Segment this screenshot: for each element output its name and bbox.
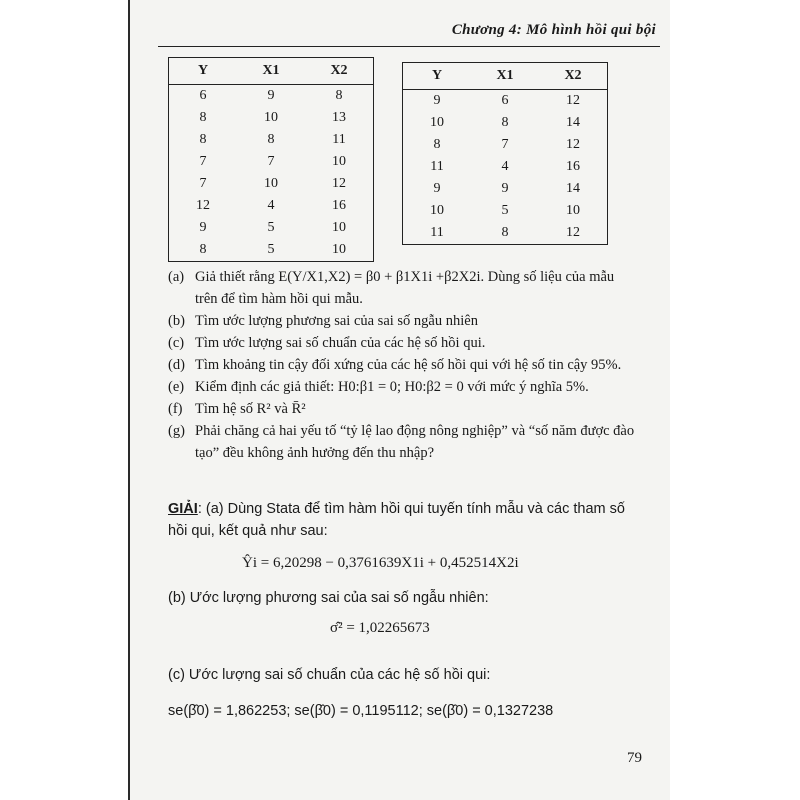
table-cell: 12 xyxy=(566,93,580,108)
table-row xyxy=(403,134,608,156)
table-cell: 5 xyxy=(267,220,275,235)
table-row xyxy=(169,151,374,173)
question-item xyxy=(168,376,638,398)
question-label: (a) xyxy=(168,269,185,285)
part-c-text: (c) Ước lượng sai số chuẩn của các hệ số hồi qui: xyxy=(168,667,491,683)
table-row xyxy=(169,107,374,129)
table-cell: 8 xyxy=(199,132,207,147)
table-cell: 9 xyxy=(267,88,275,103)
table-row xyxy=(169,239,374,262)
table1-header-y: Y xyxy=(169,58,238,85)
regression-equation: Ŷi = 6,20298 − 0,3761639X1i + 0,452514X2i xyxy=(242,555,519,571)
question-text: Tìm khoảng tin cậy đối xứng của các hệ số hồi qui với hệ số tin cậy 95%. xyxy=(195,357,622,373)
table-cell: 7 xyxy=(501,137,509,152)
table-cell: 8 xyxy=(433,137,441,152)
table-row xyxy=(403,156,608,178)
table-cell: 9 xyxy=(433,181,441,196)
solution-label: GIẢI xyxy=(168,501,198,517)
table-cell: 10 xyxy=(264,176,278,191)
solution-intro-text: : (a) Dùng Stata để tìm hàm hồi qui tuyến tính mẫu và các tham số hồi qui, kết quả như sau: xyxy=(168,501,625,539)
table-cell: 4 xyxy=(501,159,509,174)
table-cell: 12 xyxy=(566,225,580,240)
table2-header-x2: X2 xyxy=(539,63,608,90)
question-label: (f) xyxy=(168,401,183,417)
table-cell: 6 xyxy=(501,93,509,108)
question-label: (e) xyxy=(168,379,185,395)
data-table-2 xyxy=(402,62,608,245)
table-cell: 8 xyxy=(501,225,509,240)
table-cell: 10 xyxy=(430,203,444,218)
table-cell: 10 xyxy=(332,154,346,169)
table-cell: 6 xyxy=(199,88,207,103)
table-cell: 8 xyxy=(501,115,509,130)
table-cell: 8 xyxy=(335,88,343,103)
question-text: Giả thiết rằng E(Y/X1,X2) = β0 + β1X1i +β2X2i. Dùng số liệu của mẫu trên để tìm hàm hồi qui mẫu. xyxy=(195,269,615,307)
table-cell: 16 xyxy=(566,159,580,174)
table-cell: 10 xyxy=(430,115,444,130)
table-cell: 9 xyxy=(433,93,441,108)
question-item xyxy=(168,354,638,376)
question-item xyxy=(168,332,638,354)
table-row xyxy=(169,217,374,239)
page-number: 79 xyxy=(627,750,642,766)
question-item xyxy=(168,398,638,420)
table-cell: 7 xyxy=(267,154,275,169)
table-cell: 9 xyxy=(199,220,207,235)
book-page xyxy=(128,0,670,800)
table-cell: 10 xyxy=(264,110,278,125)
question-text: Kiểm định các giả thiết: H0:β1 = 0; H0:β2 = 0 với mức ý nghĩa 5%. xyxy=(195,379,589,395)
part-b-text: (b) Ước lượng phương sai của sai số ngẫu nhiên: xyxy=(168,590,489,606)
table2-header-y: Y xyxy=(403,63,472,90)
table-row xyxy=(403,178,608,200)
table-cell: 10 xyxy=(566,203,580,218)
question-text: Tìm ước lượng sai số chuẩn của các hệ số hồi qui. xyxy=(195,335,486,351)
question-label: (d) xyxy=(168,357,185,373)
table-cell: 12 xyxy=(332,176,346,191)
table-cell: 8 xyxy=(199,110,207,125)
header-rule xyxy=(158,46,660,47)
table-cell: 14 xyxy=(566,181,580,196)
table-cell: 12 xyxy=(566,137,580,152)
table-cell: 11 xyxy=(430,159,444,174)
table-cell: 8 xyxy=(267,132,275,147)
table-row xyxy=(403,112,608,134)
data-table-1 xyxy=(168,57,374,262)
table-cell: 12 xyxy=(196,198,210,213)
question-label: (g) xyxy=(168,423,185,439)
table-cell: 4 xyxy=(267,198,275,213)
table-row xyxy=(403,90,608,113)
table-cell: 8 xyxy=(199,242,207,257)
question-text: Tìm hệ số R² và R̄² xyxy=(195,401,306,417)
question-label: (b) xyxy=(168,313,185,329)
table-cell: 5 xyxy=(501,203,509,218)
table-cell: 7 xyxy=(199,176,207,191)
standard-errors: se(β̂0) = 1,862253; se(β̂0) = 0,1195112; se(β̂0) = 0,1327238 xyxy=(168,703,554,719)
table-cell: 14 xyxy=(566,115,580,130)
variance-estimate: σ̂² = 1,02265673 xyxy=(330,620,430,636)
question-label: (c) xyxy=(168,335,185,351)
table-row xyxy=(169,173,374,195)
table1-header-x2: X2 xyxy=(305,58,374,85)
table-row xyxy=(403,200,608,222)
question-item xyxy=(168,420,638,464)
solution-intro xyxy=(168,498,638,542)
table-cell: 10 xyxy=(332,242,346,257)
table-cell: 7 xyxy=(199,154,207,169)
table-row xyxy=(169,195,374,217)
question-text: Phải chăng cả hai yếu tố “tỷ lệ lao động nông nghiệp” và “số năm được đào tạo” đều không ảnh hưởng đến thu nhập? xyxy=(195,423,635,461)
question-item xyxy=(168,266,638,310)
table1-header-x1: X1 xyxy=(237,58,305,85)
question-item xyxy=(168,310,638,332)
table-cell: 16 xyxy=(332,198,346,213)
table-row xyxy=(403,222,608,245)
table2-header-x1: X1 xyxy=(471,63,539,90)
chapter-header: Chương 4: Mô hình hồi qui bội xyxy=(451,22,656,38)
question-list xyxy=(168,266,638,464)
table-row xyxy=(169,129,374,151)
table-cell: 10 xyxy=(332,220,346,235)
table-cell: 9 xyxy=(501,181,509,196)
question-text: Tìm ước lượng phương sai của sai số ngẫu nhiên xyxy=(195,313,478,329)
table-cell: 11 xyxy=(332,132,346,147)
table-row xyxy=(169,85,374,108)
table-cell: 11 xyxy=(430,225,444,240)
table-cell: 13 xyxy=(332,110,346,125)
table-cell: 5 xyxy=(267,242,275,257)
